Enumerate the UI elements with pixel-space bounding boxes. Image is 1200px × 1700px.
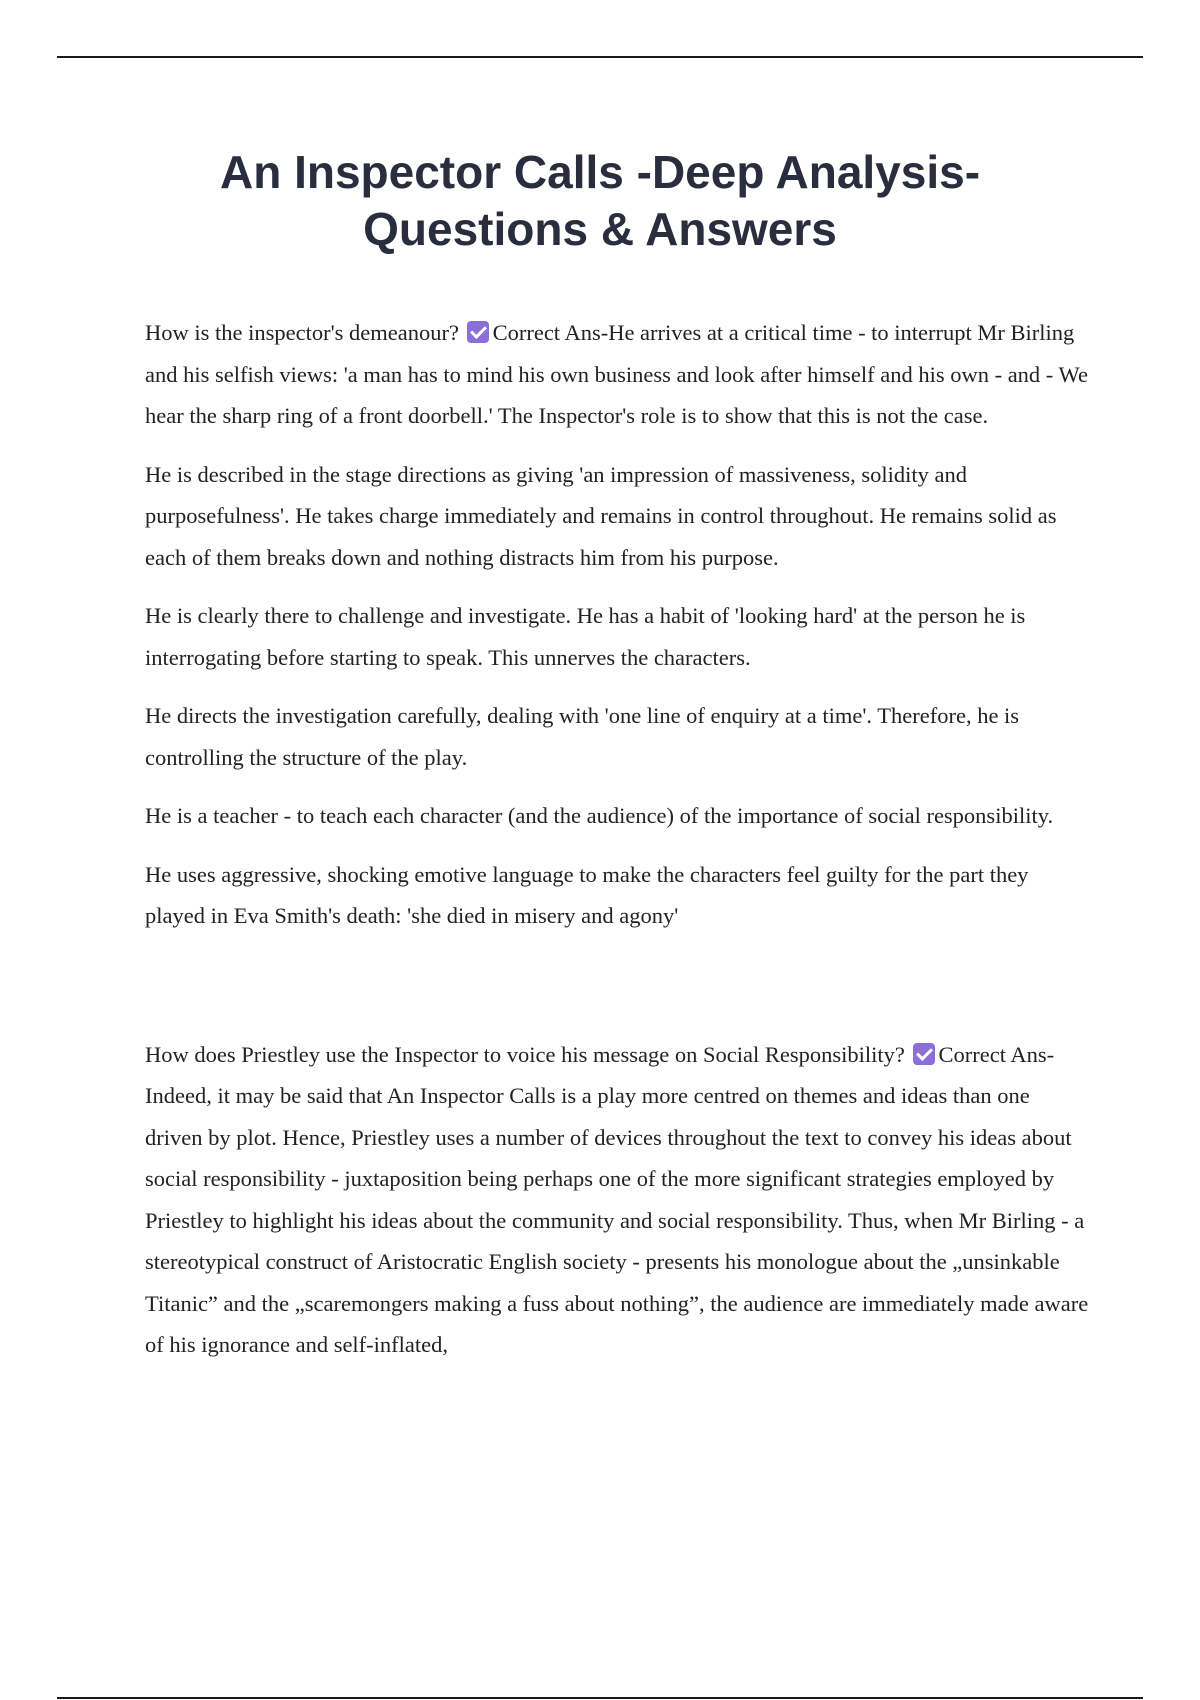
answer-paragraph: He is a teacher - to teach each character (and the audience) of the importance of social responsibility. xyxy=(145,803,1054,828)
check-box-icon xyxy=(913,1043,935,1065)
answer-paragraph: He uses aggressive, shocking emotive language to make the characters feel guilty for the part they played in Eva Smith's death: 'she died in misery and agony' xyxy=(145,861,1029,928)
qa-item xyxy=(145,1034,1090,1366)
top-rule xyxy=(57,56,1143,58)
document-title xyxy=(60,144,1140,258)
title-line-2: Questions & Answers xyxy=(363,203,837,255)
question-text: How is the inspector's demeanour? xyxy=(145,320,459,345)
answer-paragraph: He is clearly there to challenge and investigate. He has a habit of 'looking hard' at the person he is interrogating before starting to speak. This unnerves the characters. xyxy=(145,603,1026,670)
answer-text: Correct Ans-He arrives at a critical time - to interrupt Mr Birling and his selfish views: 'a man has to mind his own business and look after himself and his own - and - We hear the sharp ring of a front doorbell.' The Inspector's role is to show that this is not the case. xyxy=(145,320,1088,428)
answer-paragraph: He is described in the stage directions as giving 'an impression of massiveness, solidity and purposefulness'. He takes charge immediately and remains in control throughout. He remains solid as each of them breaks down and nothing distracts him from his purpose. xyxy=(145,461,1057,570)
answer-paragraph: He directs the investigation carefully, dealing with 'one line of enquiry at a time'. Therefore, he is controlling the structure of the play. xyxy=(145,703,1020,770)
check-box-icon xyxy=(467,321,489,343)
answer-text: Correct Ans-Indeed, it may be said that An Inspector Calls is a play more centred on themes and ideas than one driven by plot. Hence, Priestley uses a number of devices throughout the text to convey his ideas about social responsibility - juxtaposition being perhaps one of the more significant strategies employed by Priestley to highlight his ideas about the community and social responsibility. Thus, when Mr Birling - a stereotypical construct of Aristocratic English society - presents his monologue about the „unsinkable Titanic” and the „scaremongers making a fuss about nothing”, the audience are immediately made aware of his ignorance and self-inflated, xyxy=(145,1041,1089,1357)
qa-item xyxy=(145,312,1090,437)
title-line-1: An Inspector Calls -Deep Analysis- xyxy=(219,146,981,198)
question-text: How does Priestley use the Inspector to voice his message on Social Responsibility? xyxy=(145,1041,905,1067)
document-body xyxy=(145,312,1090,1383)
bottom-rule xyxy=(57,1697,1143,1699)
qa-spacer xyxy=(145,954,1090,1034)
